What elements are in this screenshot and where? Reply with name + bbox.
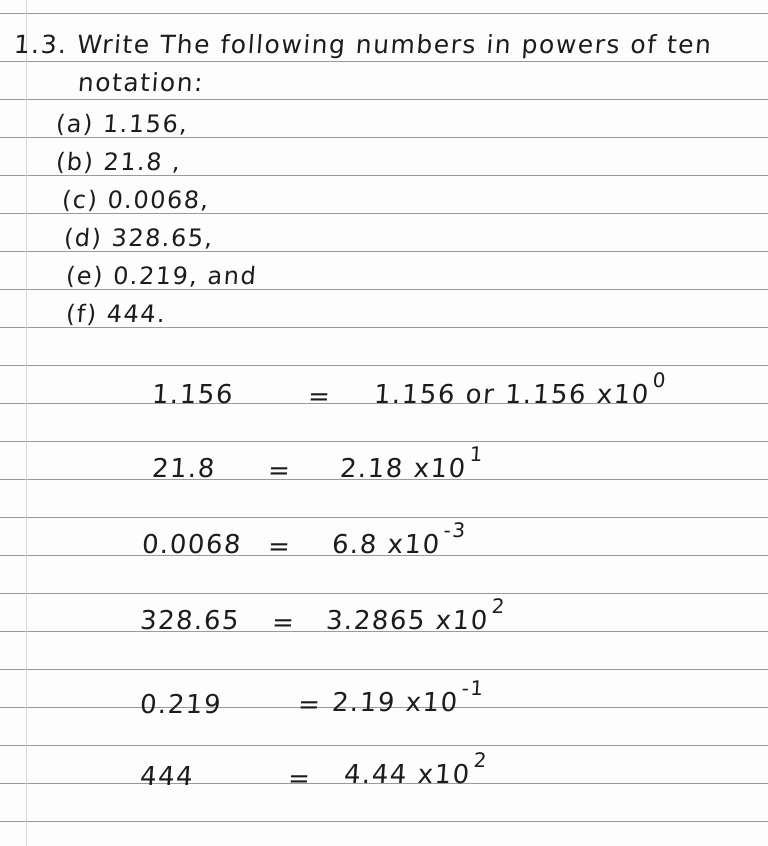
part-c: [61, 186, 211, 214]
answer-lhs: 0.0068: [140, 530, 244, 560]
part-value: 0.0068,: [106, 186, 211, 214]
answer-mantissa: 6.8 x10: [330, 530, 442, 560]
answer-exponent: -3: [442, 518, 468, 542]
part-a: [55, 110, 189, 138]
answer-equals: =: [286, 764, 313, 794]
answer-mantissa: 2.18 x10: [338, 454, 468, 484]
part-e: [65, 262, 258, 290]
answer-exponent: 0: [651, 368, 668, 392]
answer-mantissa: 2.19 x10: [330, 688, 460, 718]
part-label: (d): [63, 224, 104, 252]
answer-lhs: 0.219: [138, 690, 223, 720]
part-label: (c): [61, 186, 100, 214]
answer-exponent: 2: [490, 594, 507, 618]
part-value: 21.8 ,: [102, 148, 183, 176]
part-f: [65, 300, 167, 328]
answer-rhs: [338, 442, 485, 484]
answer-lhs: 444: [138, 762, 196, 792]
answer-equals: =: [296, 690, 323, 720]
answer-rhs: [330, 518, 468, 560]
part-label: (e): [65, 262, 105, 290]
part-value: 328.65,: [110, 224, 215, 252]
answer-equals: =: [266, 532, 293, 562]
part-label: (f): [65, 300, 99, 328]
part-value: 444.: [105, 300, 168, 328]
part-value: 0.219, and: [112, 262, 259, 290]
answer-mantissa: 3.2865 x10: [324, 606, 490, 636]
part-label: (b): [55, 148, 96, 176]
part-label: (a): [55, 110, 95, 138]
answer-mantissa: 1.156 or 1.156 x10: [372, 380, 651, 410]
problem-prompt-line1: Write The following numbers in powers of ten: [76, 30, 714, 59]
answer-lhs: 21.8: [150, 454, 217, 484]
answer-lhs: 328.65: [138, 606, 242, 636]
answer-rhs: [372, 368, 668, 410]
answer-exponent: 1: [468, 442, 485, 466]
answer-exponent: -1: [460, 676, 486, 700]
answer-mantissa: 4.44 x10: [342, 760, 472, 790]
margin-line: [26, 0, 27, 846]
part-value: 1.156,: [102, 110, 190, 138]
answer-rhs: [342, 748, 489, 790]
answer-equals: =: [306, 382, 333, 412]
part-b: [55, 148, 182, 176]
answer-exponent: 2: [472, 748, 489, 772]
answer-rhs: [330, 676, 486, 718]
answer-equals: =: [266, 456, 293, 486]
answer-equals: =: [270, 608, 297, 638]
problem-number: 1.3.: [12, 30, 69, 59]
answer-rhs: [324, 594, 507, 636]
answer-lhs: 1.156: [150, 380, 235, 410]
problem-title: [13, 30, 714, 59]
problem-prompt-line2: notation:: [76, 68, 206, 97]
part-d: [63, 224, 215, 252]
